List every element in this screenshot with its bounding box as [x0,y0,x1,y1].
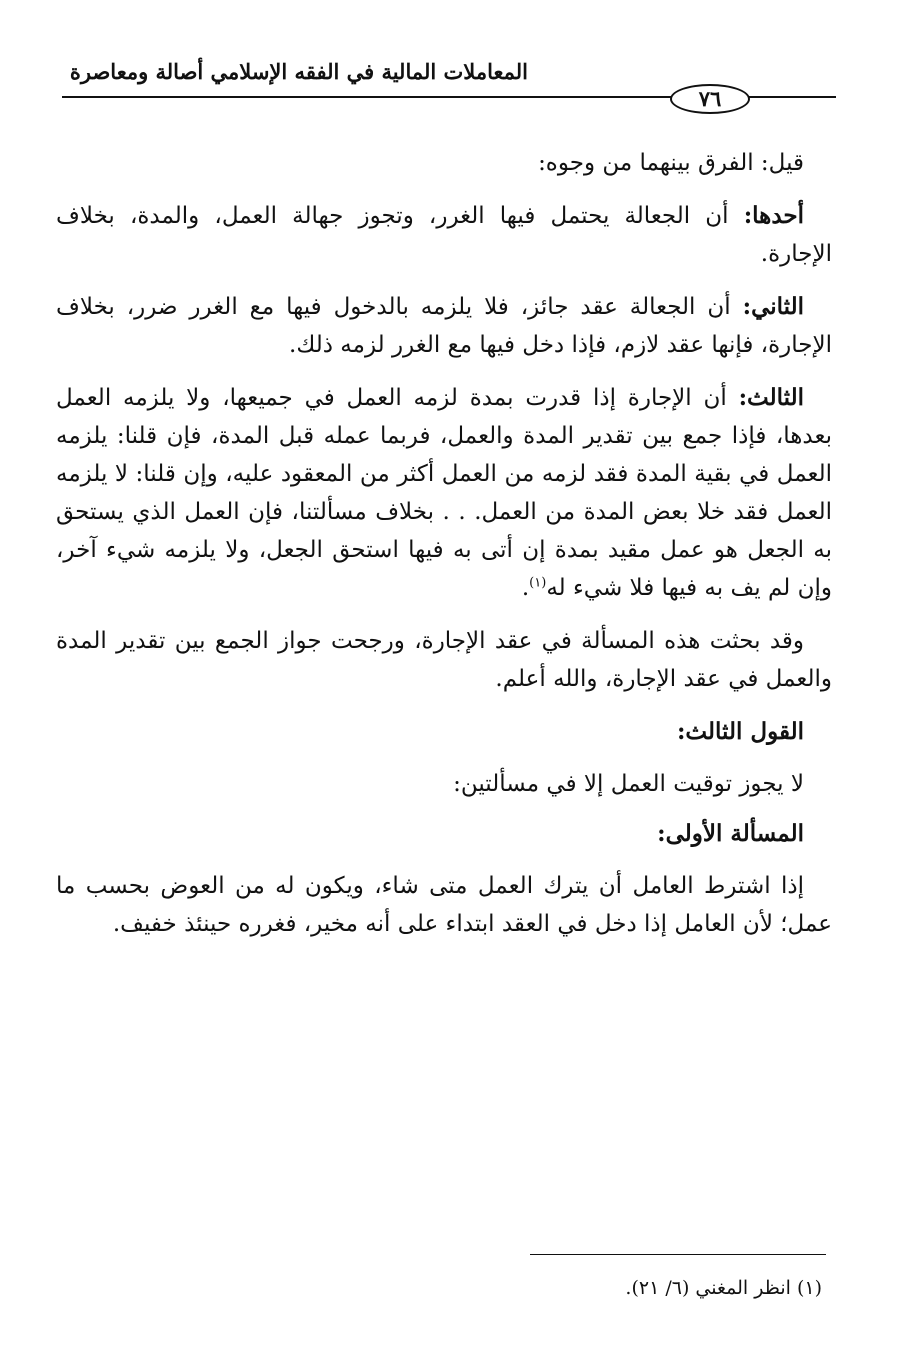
paragraph-first-difference [56,197,832,273]
section-heading-first-case: المسألة الأولى: [657,820,804,847]
paragraph-two-cases: لا يجوز توقيت العمل إلا في مسألتين: [453,771,804,797]
running-title: المعاملات المالية في الفقه الإسلامي أصالة ومعاصرة [69,59,528,84]
footnote-marker: (١) [796,1277,822,1299]
paragraph-author-note: وقد بحثت هذه المسألة في عقد الإجارة، ورجحت جواز الجمع بين تقدير المدة والعمل في عقد الإجارة، والله أعلم. [56,628,832,692]
paragraph-text: أن الإجارة إذا قدرت بمدة لزمه العمل في جميعها، ولا يلزمه العمل بعدها، فإذا جمع بين تقدير المدة والعمل، فربما عمله قبل المدة، فإن قلنا: يلزمه العمل في بقية المدة فقد لزمه من العمل أكثر من المعقود عليه، وإن قلنا: لا يلزمه العمل فقد خلا بعض المدة من العمل. . . بخلاف مسألتنا، فإن العمل الذي يستحق به الجعل هو عمل مقيد بمدة إن أتى به فيها استحق الجعل، ولا يلزمه شيء آخر، وإن لم يف به فيها فلا شيء له [56,385,832,601]
footnote-text: انظر المغني (٦/ ٢١). [625,1277,797,1299]
paragraph-text: أن الجعالة يحتمل فيها الغرر، وتجوز جهالة العمل، والمدة، بخلاف الإجارة. [56,203,832,267]
footnote-reference: (١) [529,575,547,591]
paragraph-first-case: إذا اشترط العامل أن يترك العمل متى شاء، ويكون له من العوض بحسب ما عمل؛ لأن العامل إذا دخل في العقد ابتداء على أنه مخير، فغرره حينئذ خفيف. [56,873,832,937]
paragraph-lead: الثالث: [738,384,804,411]
footnote-rule [530,1254,826,1255]
section-heading-third-opinion: القول الثالث: [676,718,804,745]
paragraph-end: . [521,575,530,601]
paragraph-text: أن الجعالة عقد جائز، فلا يلزمه بالدخول فيها مع الغرر ضرر، بخلاف الإجارة، فإنها عقد لازم، فإذا دخل فيها مع الغرر لزمه ذلك. [56,294,832,358]
page-number-badge: ٧٦ [670,84,750,114]
paragraph-lead: الثاني: [742,293,804,320]
paragraph-third-difference [56,379,832,607]
paragraph-intro: قيل: الفرق بينهما من وجوه: [538,150,804,176]
footnote [122,1274,822,1302]
body-text [56,144,832,958]
paragraph-lead: أحدها: [743,202,804,229]
paragraph-second-difference [56,288,832,364]
